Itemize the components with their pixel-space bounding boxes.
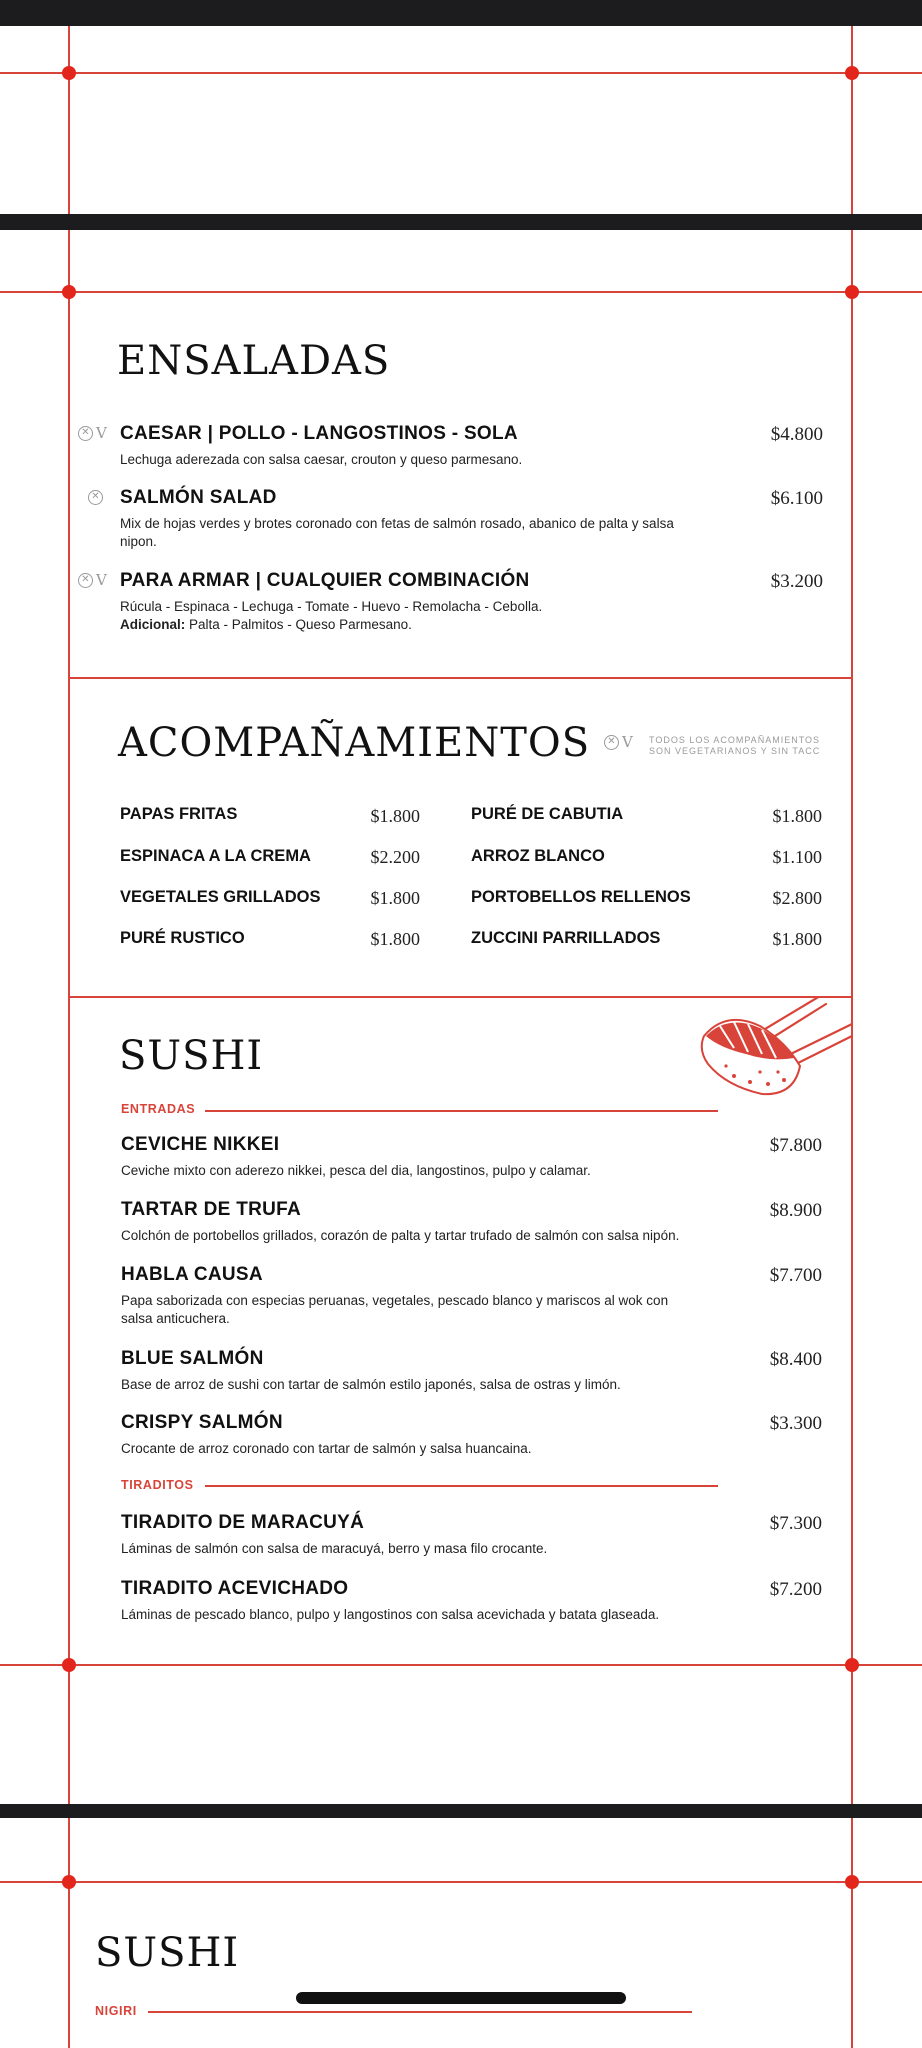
sides-note xyxy=(649,735,820,757)
vegetarian-icon: V xyxy=(96,424,107,442)
dietary-icons xyxy=(78,426,107,441)
guide-dot xyxy=(62,1658,76,1672)
item-description: Lechuga aderezada con salsa caesar, crouton y queso parmesano. xyxy=(120,452,523,467)
item-name: PARA ARMAR | CUALQUIER COMBINACIÓN xyxy=(120,570,530,591)
side-name: ZUCCINI PARRILLADOS xyxy=(471,929,661,947)
vegetarian-icon: V xyxy=(622,733,633,751)
guide-dot xyxy=(62,1875,76,1889)
item-description: Ceviche mixto con aderezo nikkei, pesca del dia, langostinos, pulpo y calamar. xyxy=(121,1163,591,1178)
gluten-free-icon: ✕ xyxy=(88,490,103,505)
item-price: $7.700 xyxy=(769,1265,822,1286)
section-divider xyxy=(70,677,851,679)
item-description: Mix de hojas verdes y brotes coronado con fetas de salmón rosado, abanico de palta y salsa nipon. xyxy=(120,516,674,549)
guide-line xyxy=(0,72,922,74)
extras-label: Adicional: xyxy=(120,617,186,632)
item-name: CAESAR | POLLO - LANGOSTINOS - SOLA xyxy=(120,423,518,444)
extras-text: Palta - Palmitos - Queso Parmesano. xyxy=(185,617,412,632)
side-name: ESPINACA A LA CREMA xyxy=(120,847,311,865)
item-price: $8.400 xyxy=(769,1349,822,1370)
side-price: $2.800 xyxy=(772,888,822,908)
item-description: Base de arroz de sushi con tartar de salmón estilo japonés, salsa de ostras y limón. xyxy=(121,1377,621,1392)
side-price: $1.800 xyxy=(370,929,420,949)
item-name: TIRADITO ACEVICHADO xyxy=(121,1578,349,1599)
gluten-free-icon: ✕ xyxy=(78,573,93,588)
item-price: $3.300 xyxy=(769,1413,822,1434)
guide-line xyxy=(0,291,922,293)
side-name: VEGETALES GRILLADOS xyxy=(120,888,321,906)
item-name: TIRADITO DE MARACUYÁ xyxy=(121,1512,365,1533)
item-description: Papa saborizada con especias peruanas, vegetales, pescado blanco y mariscos al wok con salsa anticuchera. xyxy=(121,1293,669,1326)
item-name: TARTAR DE TRUFA xyxy=(121,1199,302,1220)
dietary-icons xyxy=(78,573,107,588)
item-name: HABLA CAUSA xyxy=(121,1264,263,1285)
note-line: SON VEGETARIANOS Y SIN TACC xyxy=(649,746,821,756)
section-title-acompanamientos: ACOMPAÑAMIENTOS xyxy=(118,720,591,766)
subsection-rule xyxy=(205,1485,718,1487)
side-name: PURÉ RUSTICO xyxy=(120,929,245,947)
item-description: Rúcula - Espinaca - Lechuga - Tomate - Huevo - Remolacha - Cebolla. xyxy=(120,599,543,614)
subsection-rule xyxy=(148,2011,692,2013)
item-name: CEVICHE NIKKEI xyxy=(121,1134,280,1155)
item-price: $7.200 xyxy=(769,1579,822,1600)
side-price: $1.800 xyxy=(370,806,420,826)
guide-line xyxy=(851,26,853,214)
guide-line xyxy=(68,1818,70,2048)
subsection-label-tiraditos: TIRADITOS xyxy=(121,1478,194,1492)
item-description: Láminas de salmón con salsa de maracuyá, berro y masa filo crocante. xyxy=(121,1541,548,1556)
side-name: PAPAS FRITAS xyxy=(120,805,238,823)
guide-dot xyxy=(62,285,76,299)
guide-dot xyxy=(62,66,76,80)
section-title-sushi: SUSHI xyxy=(95,1930,240,1976)
guide-line xyxy=(851,1818,853,2048)
side-price: $1.800 xyxy=(772,806,822,826)
sushi-chopsticks-illustration xyxy=(690,996,852,1114)
dietary-icons xyxy=(604,735,633,750)
guide-line xyxy=(68,230,70,1804)
item-name: CRISPY SALMÓN xyxy=(121,1412,283,1433)
home-indicator[interactable] xyxy=(296,1992,626,2004)
note-line: TODOS LOS ACOMPAÑAMIENTOS xyxy=(649,735,821,745)
guide-line xyxy=(0,1664,922,1666)
side-price: $1.800 xyxy=(370,888,420,908)
item-price: $8.900 xyxy=(769,1200,822,1221)
side-price: $2.200 xyxy=(370,847,420,867)
item-extras xyxy=(120,616,680,634)
subsection-rule xyxy=(205,1110,718,1112)
guide-dot xyxy=(845,66,859,80)
gluten-free-icon: ✕ xyxy=(78,426,93,441)
subsection-label-entradas: ENTRADAS xyxy=(121,1102,196,1116)
item-name: SALMÓN SALAD xyxy=(120,487,277,508)
side-price: $1.800 xyxy=(772,929,822,949)
guide-dot xyxy=(845,285,859,299)
dietary-icons xyxy=(88,490,103,505)
item-description: Colchón de portobellos grillados, corazón de palta y tartar trufado de salmón con salsa nipón. xyxy=(121,1228,680,1243)
guide-line xyxy=(0,1881,922,1883)
menu-page-next xyxy=(0,1818,922,2048)
item-description: Crocante de arroz coronado con tartar de salmón y salsa huancaina. xyxy=(121,1441,532,1456)
side-name: ARROZ BLANCO xyxy=(471,847,605,865)
menu-page-top xyxy=(0,26,922,214)
item-price: $4.800 xyxy=(770,424,823,445)
guide-line xyxy=(68,26,70,214)
side-name: PURÉ DE CABUTIA xyxy=(471,805,624,823)
guide-dot xyxy=(845,1658,859,1672)
section-title-sushi: SUSHI xyxy=(119,1033,264,1079)
item-price: $7.300 xyxy=(769,1513,822,1534)
menu-page-main xyxy=(0,230,922,1804)
guide-dot xyxy=(845,1875,859,1889)
item-price: $3.200 xyxy=(770,571,823,592)
item-description: Láminas de pescado blanco, pulpo y langostinos con salsa acevichada y batata glaseada. xyxy=(121,1607,660,1622)
item-price: $6.100 xyxy=(770,488,823,509)
side-name: PORTOBELLOS RELLENOS xyxy=(471,888,691,906)
vegetarian-icon: V xyxy=(96,571,107,589)
item-name: BLUE SALMÓN xyxy=(121,1348,264,1369)
subsection-label-nigiri: NIGIRI xyxy=(95,2004,137,2018)
gluten-free-icon: ✕ xyxy=(604,735,619,750)
item-price: $7.800 xyxy=(769,1135,822,1156)
side-price: $1.100 xyxy=(772,847,822,867)
section-title-ensaladas: ENSALADAS xyxy=(117,338,391,384)
